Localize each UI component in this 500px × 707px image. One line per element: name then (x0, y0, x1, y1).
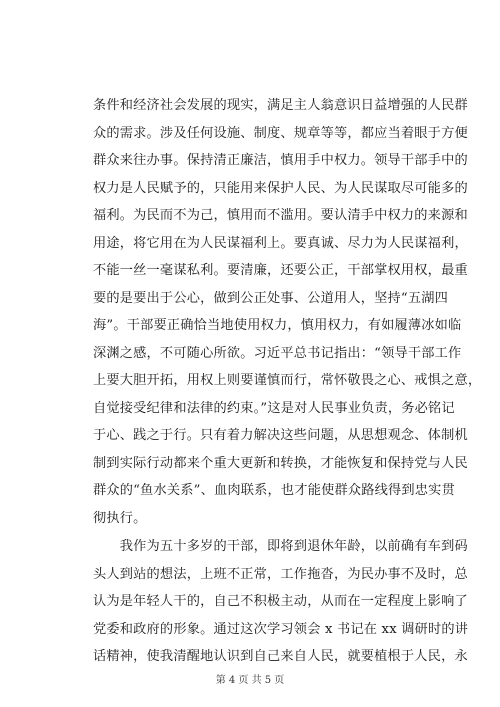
text-line: 海”。干部要正确恰当地使用权力，慎用权力，有如履薄冰如临 (93, 318, 462, 333)
text-line: 制到实际行动都来个重大更新和转换，才能恢复和保持党与人民 (93, 455, 468, 471)
text-line: 不能一丝一毫谋私利。要清廉，还要公正，干部掌权用权，最重 (93, 263, 468, 278)
text-line: 群众的“鱼水关系”、血肉联系，也才能使群众路线得到忠实贯 (93, 483, 455, 498)
text-line: 众的需求。涉及任何设施、制度、规章等等，都应当着眼于方便 (93, 125, 468, 141)
text-line: 群众来往办事。保持清正廉洁，慎用手中权力。领导干部手中的 (93, 153, 468, 168)
text-line: 要的是要出于公心，做到公正处事、公道用人，坚持“五湖四 (93, 290, 449, 306)
text-line: 深渊之感，不可随心所欲。习近平总书记指出：“领导干部工作 (93, 345, 462, 361)
text-line: 话精神，使我清醒地认识到自己来自人民，就要植根于人民，永 (93, 649, 468, 664)
text-line: 党委和政府的形象。通过这次学习领会 x 书记在 xx 调研时的讲 (93, 621, 469, 637)
page-number-footer: 第 4 页 共 5 页 (215, 675, 285, 686)
text-line: 彻执行。 (93, 510, 147, 526)
text-line: 认为是年轻人干的，自己不积极主动，从而在一定程度上影响了 (93, 594, 468, 609)
text-line: 条件和经济社会发展的现实，满足主人翁意识日益增强的人民群 (93, 98, 468, 113)
text-line: 于心、践之于行。只有着力解决这些问题，从思想观念、体制机 (93, 428, 468, 443)
text-line: 上要大胆开拓，用权上则要谨慎而行，常怀敬畏之心、戒惧之意， (93, 373, 482, 388)
document-body (93, 92, 482, 671)
text-line: 我作为五十多岁的干部，即将到退休年龄，以前确有车到码 (93, 539, 468, 554)
text-line: 用途，将它用在为人民谋福利上。要真诚、尽力为人民谋福利， (93, 235, 468, 251)
text-line: 福利。为民而不为己，慎用而不滥用。要认清手中权力的来源和 (93, 208, 468, 223)
text-line: 权力是人民赋予的，只能用来保护人民、为人民谋取尽可能多的 (93, 180, 468, 196)
paragraph-1 (93, 92, 482, 532)
text-line: 自觉接受纪律和法律的约束。”这是对人民事业负责，务必铭记 (93, 400, 455, 416)
paragraph-2 (93, 533, 469, 671)
text-line: 头人到站的想法，上班不正常，工作拖沓，为民办事不及时，总 (93, 566, 468, 582)
